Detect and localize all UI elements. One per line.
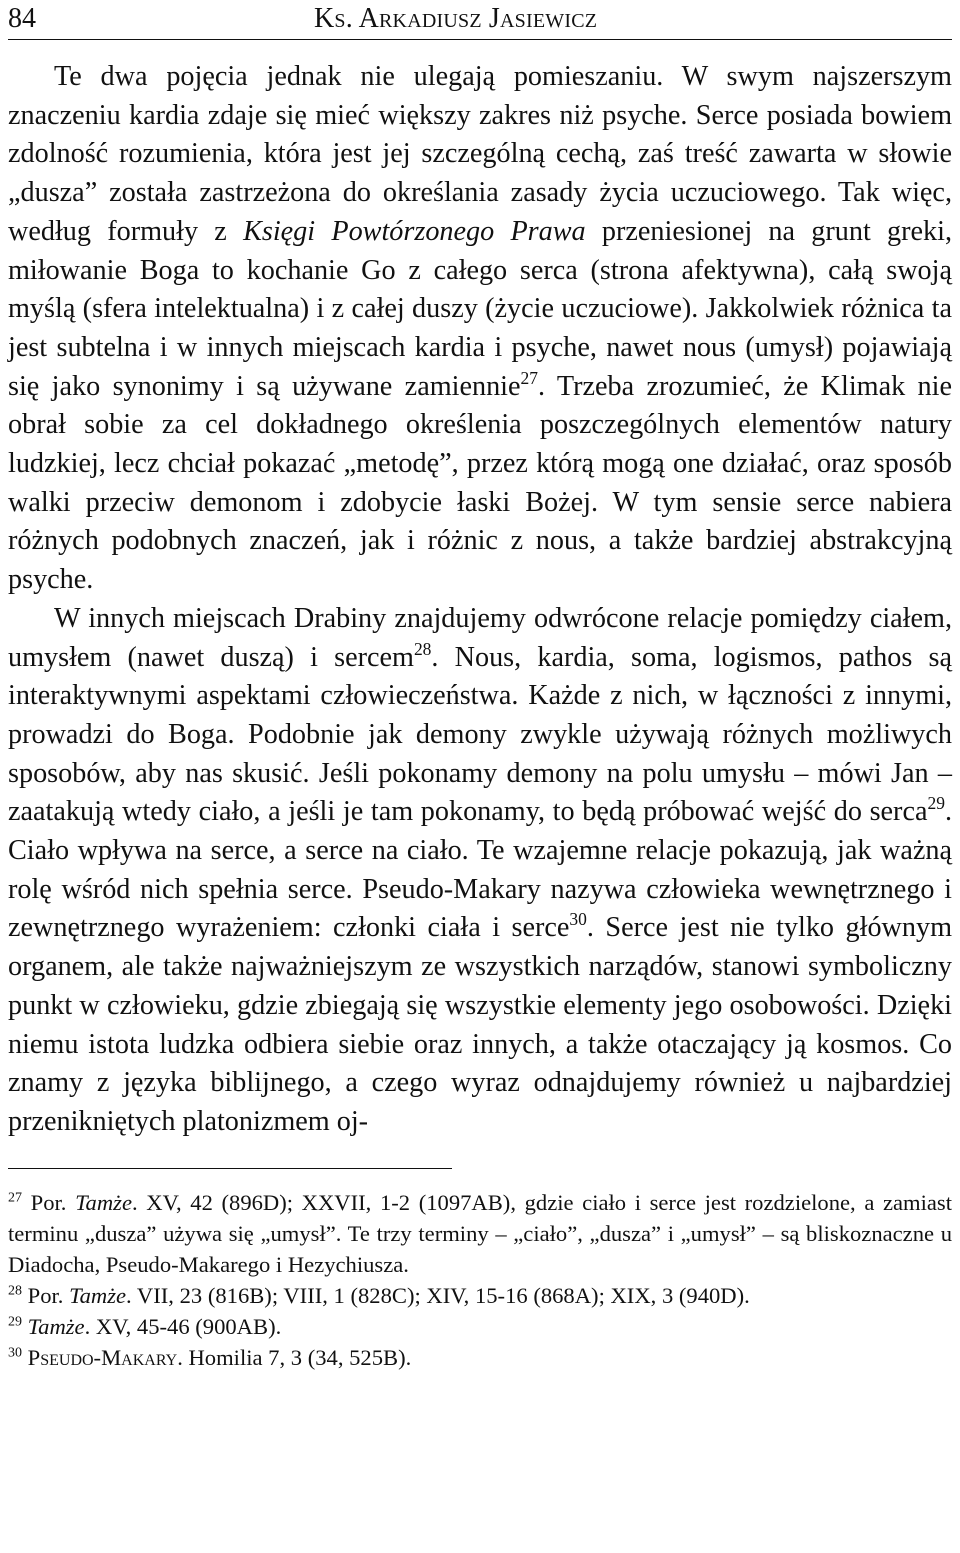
footnote-text: . XV, 45-46 (900AB). (84, 1313, 282, 1339)
footnote-citation: Tamże (27, 1313, 85, 1339)
book-page (8, 0, 952, 1373)
footnote-ref-30[interactable]: 30 (569, 909, 587, 930)
running-title: Ks. Arkadiusz Jasiewicz (314, 3, 598, 34)
text-run: . Serce jest nie tylko głównym organem, ale także najważniejszym ze wszystkich narządów, stanowi symboliczny punkt w człowieku, gdzie zbiegają się wszystkie elementy jego osobowości. Dzięki niemu istota ludzka odbiera siebie oraz innych, a także otaczający ją kosmos. Co znamy z języka biblijnego, a czego wyraz odnajdujemy również u najbardziej przenikniętych platonizmem oj- (8, 912, 953, 1137)
footnote-number: 28 (8, 1283, 22, 1299)
text-run: W innych miejscach Drabiny znajdujemy odwrócone relacje pomiędzy ciałem, umysłem (nawet duszą) i sercem (8, 602, 952, 673)
footnote-text: . VII, 23 (816B); VIII, 1 (828C); XIV, 15-16 (868A); XIX, 3 (940D). (126, 1282, 750, 1308)
footnote-citation: Tamże (75, 1189, 132, 1215)
footnote-text: . XV, 42 (896D); XXVII, 1-2 (1097AB), gdzie ciało i serce jest rozdzielone, a zamiast terminu „dusza” używa się „umysł”. Te trzy terminy – „ciało”, „dusza” i „umysł” – są bliskoznaczne u Diadocha, Pseudo-Makarego i Hezychiusza. (8, 1189, 952, 1277)
footnote-30 (8, 1342, 952, 1373)
footnotes (8, 1187, 952, 1373)
page-number: 84 (8, 3, 36, 34)
footnote-citation: Tamże (69, 1282, 127, 1308)
footnote-ref-28[interactable]: 28 (413, 638, 432, 659)
footnote-number: 30 (8, 1345, 22, 1361)
paragraph-2 (8, 600, 952, 1142)
page-header (8, 2, 952, 40)
footnote-ref-29[interactable]: 29 (927, 793, 945, 814)
header-rule (8, 39, 952, 40)
text-run: . Ciało wpływa na serce, a serce na ciało. Te wzajemne relacje pokazują, jak ważną rolę wśród nich spełnia serce. Pseudo-Makary nazywa człowieka wewnętrznego i zewnętrznego wyrażeniem: członki ciała i serce (8, 796, 952, 944)
book-title: Księgi Powtórzonego Prawa (243, 215, 586, 247)
footnote-28 (8, 1280, 952, 1311)
footnote-separator (8, 1168, 452, 1169)
footnote-text: Por. (22, 1189, 76, 1215)
text-run: . Nous, kardia, soma, logismos, pathos są interaktywnymi aspektami człowieczeństwa. Każde z nich, w łączności z innymi, prowadzi do Boga. Podobnie jak demony zwykle używają różnych możliwych sposobów, aby nas skusić. Jeśli pokonamy demony na polu umysłu – mówi Jan – zaatakują wtedy ciało, a jeśli je tam pokonamy, to będą próbować wejść do serca (8, 641, 952, 828)
text-run: przeniesionej na grunt greki, miłowanie Boga to kochanie Go z całego serca (strona afektywna), całą swoją myślą (sfera intelektualna) i z całej duszy (życie uczuciowe). Jakkolwiek różnica ta jest subtelna i w innych miejscach kardia i psyche, nawet nous (umysł) pojawiają się jako synonimy i są używane zamiennie (8, 215, 952, 402)
footnote-number: 29 (8, 1314, 22, 1330)
footnote-number: 27 (8, 1190, 22, 1206)
text-run: Te dwa pojęcia jednak nie ulegają pomieszaniu. W swym najszerszym znaczeniu kardia zdaje się mieć większy zakres niż psyche. Serce posiada bowiem zdolność rozumienia, która jest jej szczególną cechą, zaś treść zawarta w słowie „dusza” została zastrzeżona do określania zasady życia uczuciowego. Tak więc, według formuły z (8, 61, 952, 247)
footnote-ref-27[interactable]: 27 (520, 367, 538, 388)
main-text (8, 58, 952, 1142)
text-run: . Trzeba zrozumieć, że Klimak nie obrał sobie za cel dokładnego określenia poszczególnych elementów natury ludzkiej, lecz chciał pokazać „metodę”, przez którą mogą one działać, oraz sposób walki przeciw demonom i zdobycie łaski Bożej. W tym sensie serce nabiera różnych podobnych znaczeń, jak i różnic z nous, a także bardziej abstrakcyjną psyche. (8, 370, 952, 596)
footnote-29 (8, 1311, 952, 1342)
footnote-27 (8, 1187, 952, 1280)
author-name: Pseudo-Makary (27, 1344, 178, 1370)
footnote-text: Por. (22, 1282, 70, 1308)
paragraph-1 (8, 58, 952, 600)
footnote-text: . Homilia 7, 3 (34, 525B). (177, 1344, 412, 1370)
